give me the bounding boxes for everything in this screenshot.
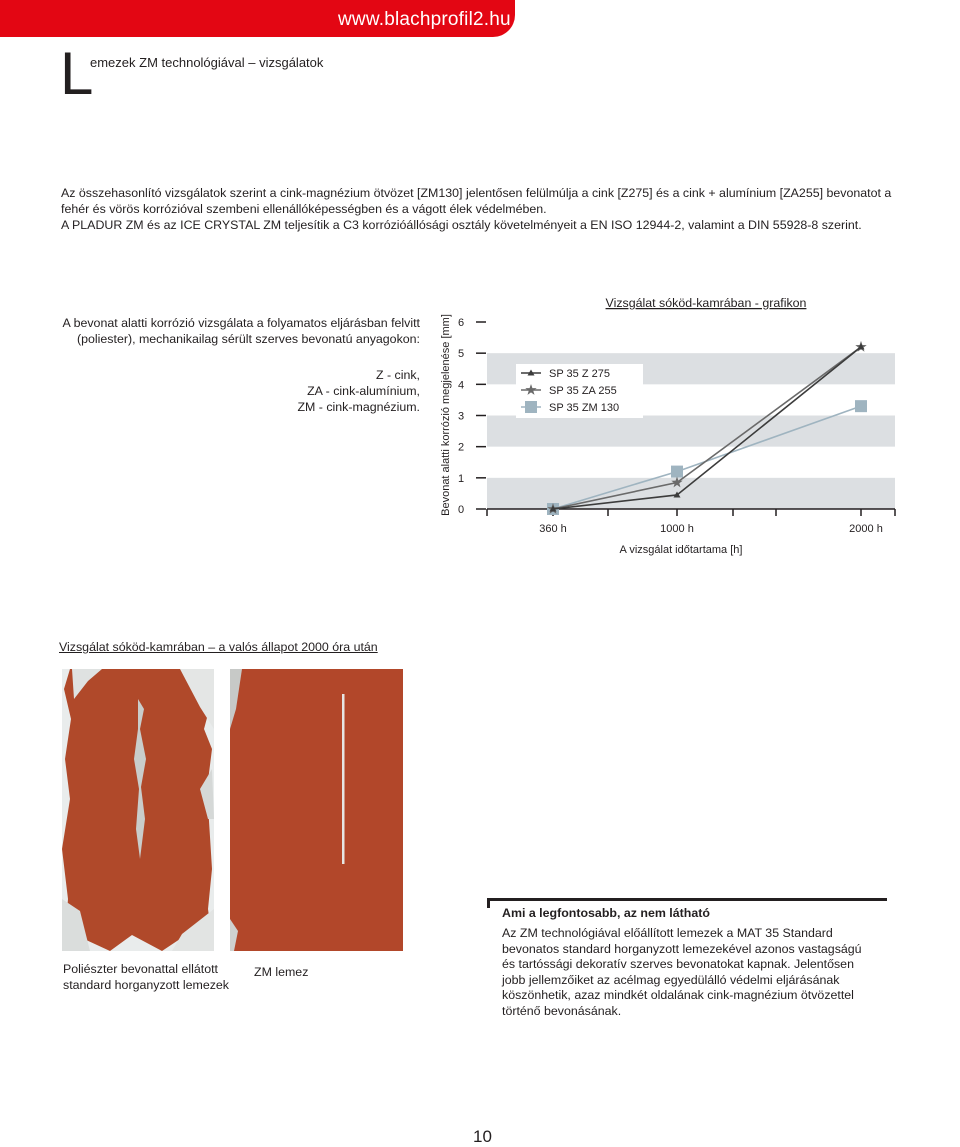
x-tick-label-2: 2000 h	[849, 523, 883, 535]
section-title: emezek ZM technológiával – vizsgálatok	[90, 55, 324, 70]
photos-title: Vizsgálat sóköd-kamrában – a valós állapot 2000 óra után	[59, 640, 378, 654]
legend-label-1: SP 35 ZA 255	[549, 385, 617, 397]
material-zm: ZM - cink-magnézium.	[297, 400, 420, 414]
rusted-panel-image	[62, 669, 214, 951]
series-2-point-1	[671, 466, 683, 478]
info-box-heading: Ami a legfontosabb, az nem látható	[502, 906, 710, 920]
info-box-corner	[487, 898, 490, 908]
page-number: 10	[473, 1127, 492, 1146]
legend-label-2: SP 35 ZM 130	[549, 402, 620, 414]
x-tick-label-0: 360 h	[539, 523, 567, 535]
y-tick-label-4: 4	[457, 379, 465, 392]
section-initial: L	[60, 40, 94, 107]
legend-marker-2	[525, 401, 537, 413]
series-2-point-2	[855, 400, 867, 412]
material-za: ZA - cink-alumínium,	[307, 384, 420, 398]
caption-zm-panel: ZM lemez	[254, 965, 309, 979]
info-box-text: Az ZM technológiával előállított lemezek a MAT 35 Standard bevonatos standard horganyzott lemezekével azonos vastagságú és tartóssági dekoratív szerves bevonatokat kapnak. Jelentősen jobb jellemzőiket az acélmag egyedülálló védelmi eljárásának köszönhetik, azaz mindkét oldalának cink-magnézium ötvözettel történő bevonásának.	[502, 926, 862, 1018]
site-url-link[interactable]: www.blachprofil2.hu	[338, 9, 511, 30]
y-axis-label: Bevonat alatti korrózió megjelenése [mm]	[440, 314, 452, 516]
chart-title: Vizsgálat sóköd-kamrában - grafikon	[605, 296, 807, 310]
x-axis-label: A vizsgálat időtartama [h]	[619, 544, 743, 556]
y-tick-label-5: 5	[457, 348, 465, 361]
y-axis	[458, 317, 486, 516]
intro-paragraph-2: A PLADUR ZM és az ICE CRYSTAL ZM teljesítik a C3 korrózióállósági osztály követelményeit a EN ISO 12944-2, valamint a DIN 55928-8 szerint.	[61, 218, 862, 232]
y-tick-label-6: 6	[457, 317, 465, 329]
chart-legend	[516, 364, 643, 418]
photo-standard-galvanized	[62, 669, 214, 951]
legend-label-0: SP 35 Z 275	[549, 368, 610, 380]
intro-paragraph-1: Az összehasonlító vizsgálatok szerint a cink-magnézium ötvözet [ZM130] jelentősen felülmúlja a cink [Z275] és a cink + alumínium [ZA255] bevonatot a fehér és vörös korrózióval szembeni ellenállóképességben és a vágott élek védelmében.	[61, 186, 892, 216]
x-tick-label-1: 1000 h	[660, 523, 694, 535]
photo-zm-panel	[230, 669, 403, 951]
y-tick-label-0: 0	[457, 504, 465, 516]
caption-standard-galvanized: Poliészter bevonattal ellátott standard horganyzott lemezek	[63, 962, 229, 992]
zm-panel-image	[230, 669, 403, 951]
info-box-top-rule	[487, 898, 887, 901]
y-tick-label-1: 1	[457, 472, 465, 485]
y-tick-label-2: 2	[457, 441, 465, 454]
chart-band-1	[487, 416, 895, 447]
y-tick-label-3: 3	[457, 410, 465, 423]
info-box	[487, 898, 887, 1028]
test-description-text: A bevonat alatti korrózió vizsgálata a folyamatos eljárásban felvitt (poliester), mechanikailag sérült szerves bevonatú anyagokon:	[62, 316, 420, 346]
material-z: Z - cink,	[375, 368, 420, 382]
